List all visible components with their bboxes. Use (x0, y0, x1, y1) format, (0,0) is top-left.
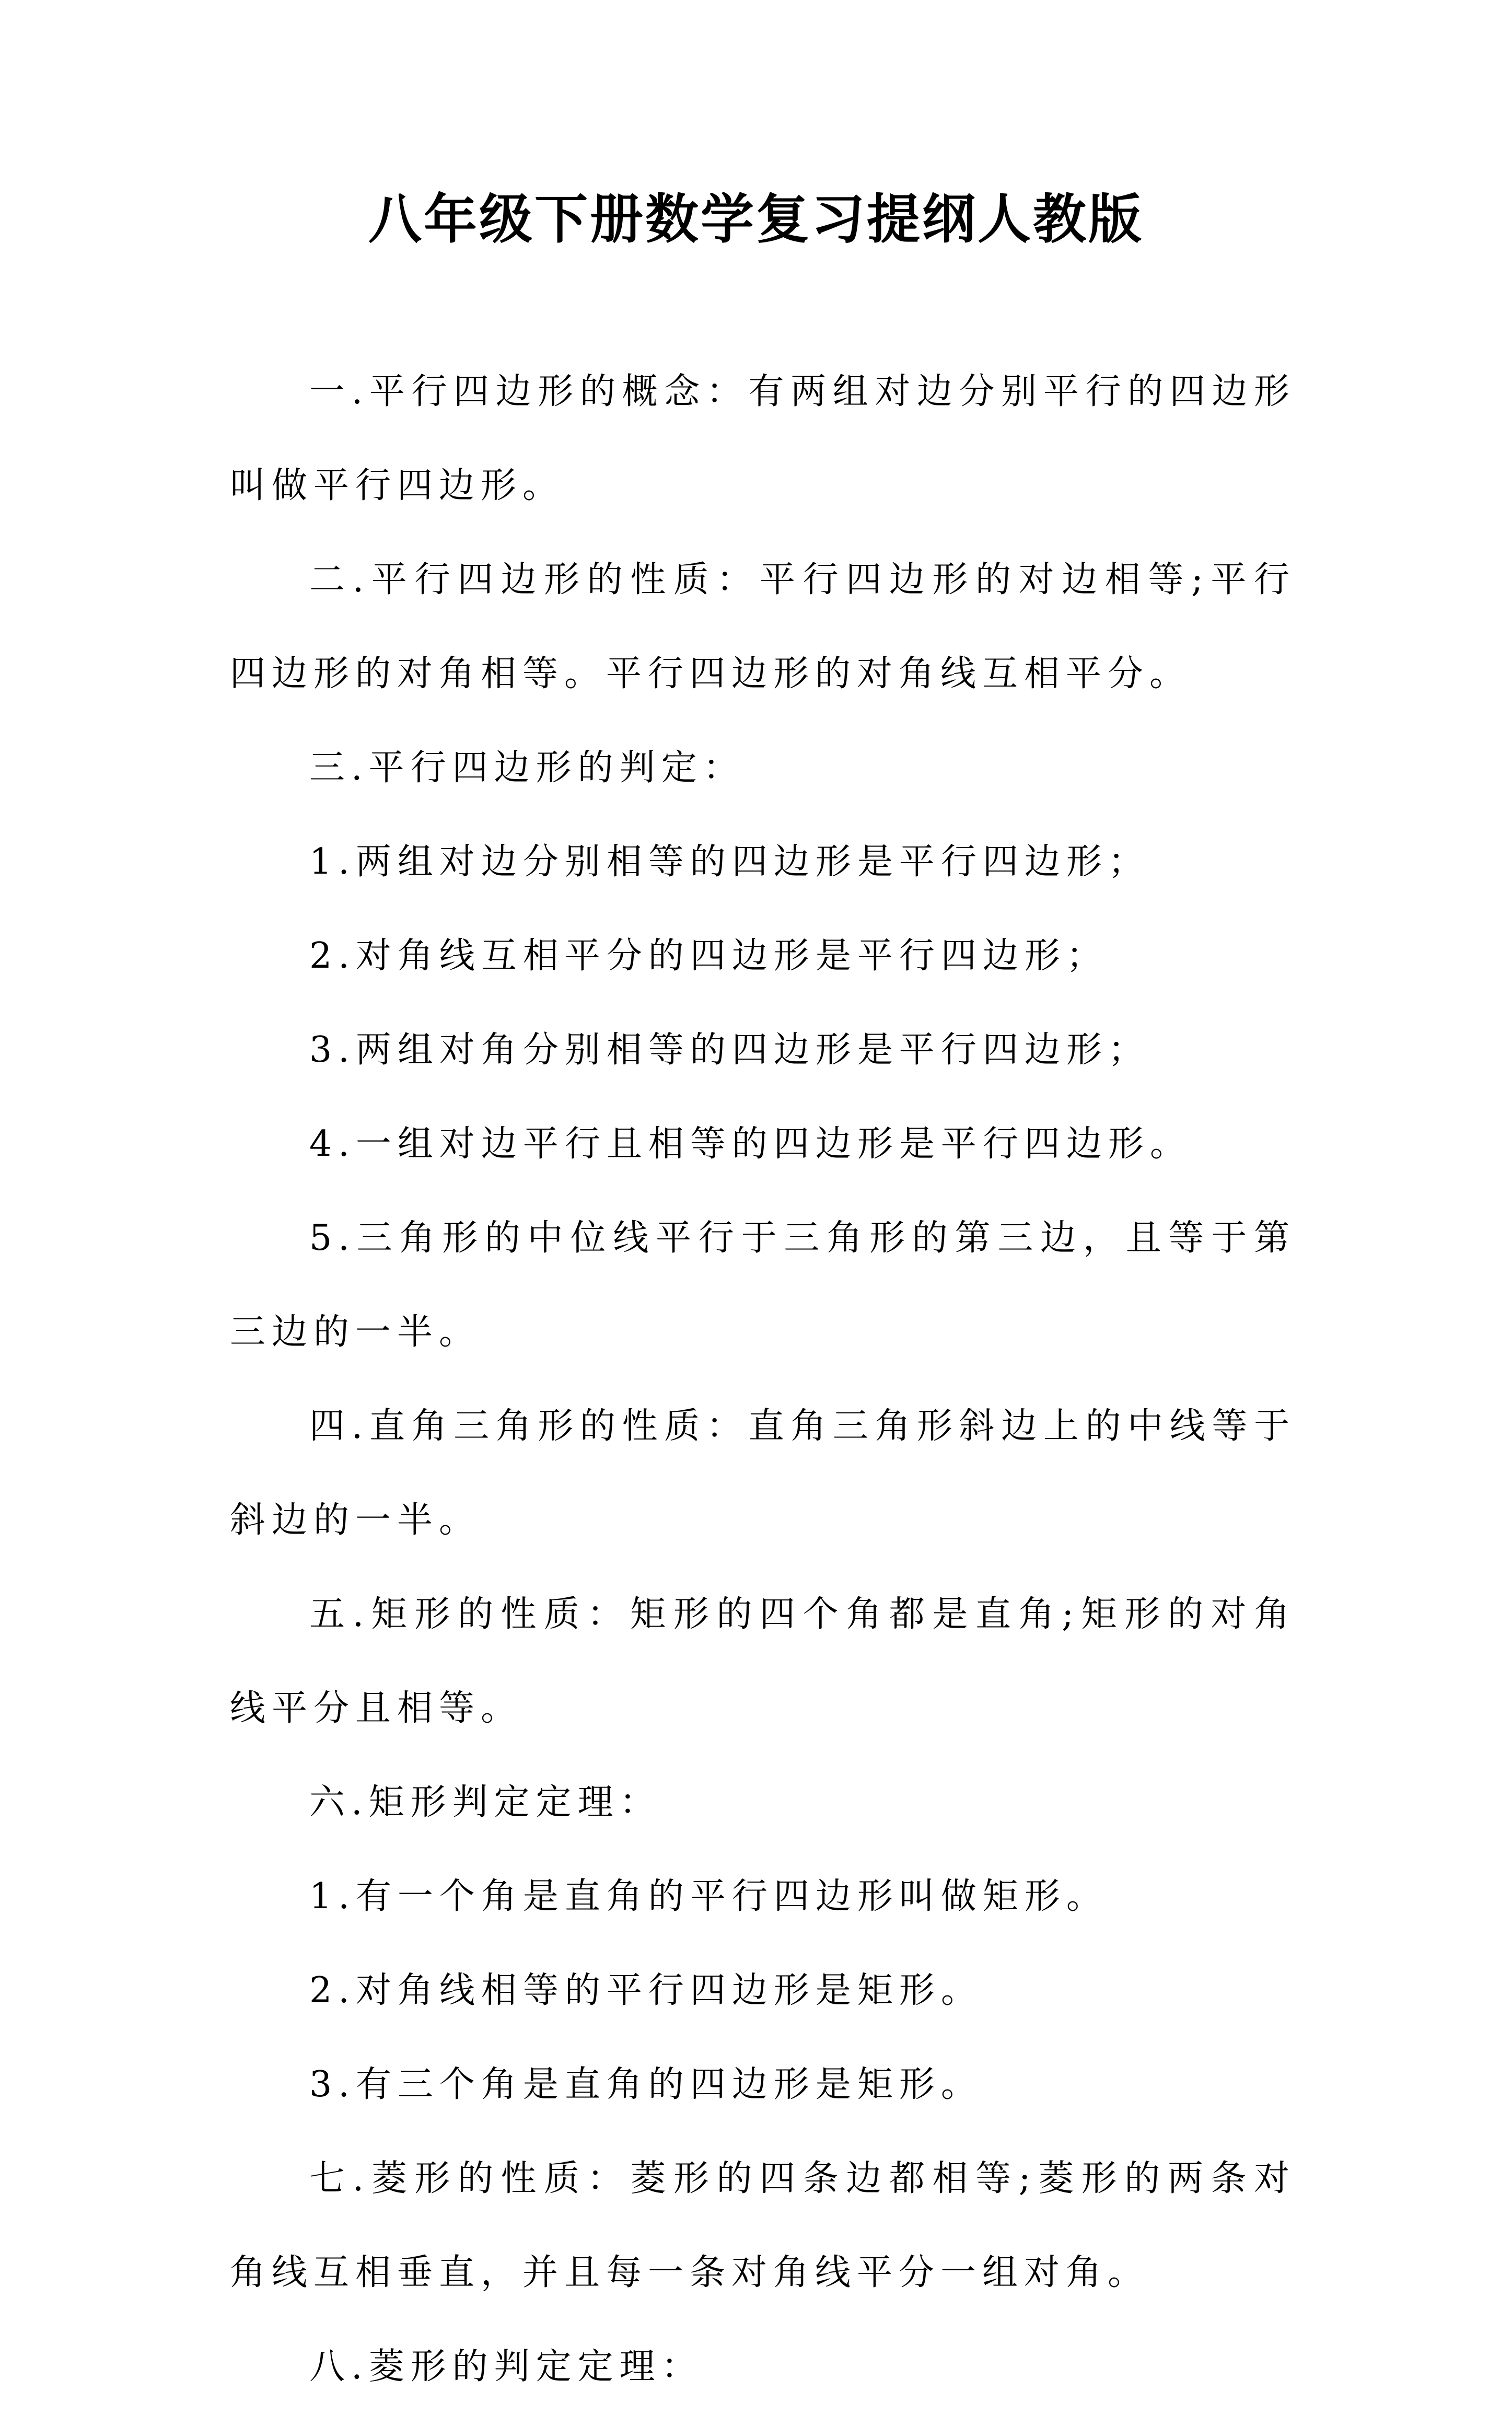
paragraph-criteria-item-4: 4.一组对边平行且相等的四边形是平行四边形。 (309, 1123, 1192, 1165)
paragraph-parallelogram-concept: 一.平行四边形的概念：有两组对边分别平行的四边形叫做平行四边形。 (230, 371, 1296, 506)
paragraph-criteria-item-3: 3.两组对角分别相等的四边形是平行四边形； (309, 1029, 1150, 1071)
paragraph-rectangle-item-1: 1.有一个角是直角的平行四边形叫做矩形。 (309, 1876, 1108, 1917)
paragraph-criteria-item-2: 2.对角线互相平分的四边形是平行四边形； (309, 935, 1108, 977)
paragraph-right-triangle-property: 四.直角三角形的性质：直角三角形斜边上的中线等于斜边的一半。 (230, 1406, 1296, 1541)
paragraph-rhombus-properties: 七.菱形的性质：菱形的四条边都相等;菱形的两条对角线互相垂直，并且每一条对角线平分一组对角。 (230, 2158, 1296, 2293)
paragraph-rectangle-item-3: 3.有三个角是直角的四边形是矩形。 (309, 2064, 983, 2105)
document-body (230, 345, 1296, 2414)
paragraph-midline-theorem: 5.三角形的中位线平行于三角形的第三边，且等于第三边的一半。 (230, 1217, 1296, 1353)
paragraph-criteria-item-1: 1.两组对边分别相等的四边形是平行四边形； (309, 841, 1150, 883)
paragraph-parallelogram-properties: 二.平行四边形的性质：平行四边形的对边相等;平行四边形的对角相等。平行四边形的对角线互相平分。 (230, 559, 1296, 694)
paragraph-rectangle-criteria-heading: 六.矩形判定定理： (309, 1782, 661, 1823)
paragraph-rhombus-criteria-heading: 八.菱形的判定定理： (309, 2346, 703, 2387)
paragraph-rectangle-properties: 五.矩形的性质：矩形的四个角都是直角;矩形的对角线平分且相等。 (230, 1594, 1296, 1729)
paragraph-rectangle-item-2: 2.对角线相等的平行四边形是矩形。 (309, 1970, 983, 2011)
document-title: 八年级下册数学复习提纲人教版 (368, 188, 1144, 251)
paragraph-parallelogram-criteria-heading: 三.平行四边形的判定： (309, 747, 745, 788)
